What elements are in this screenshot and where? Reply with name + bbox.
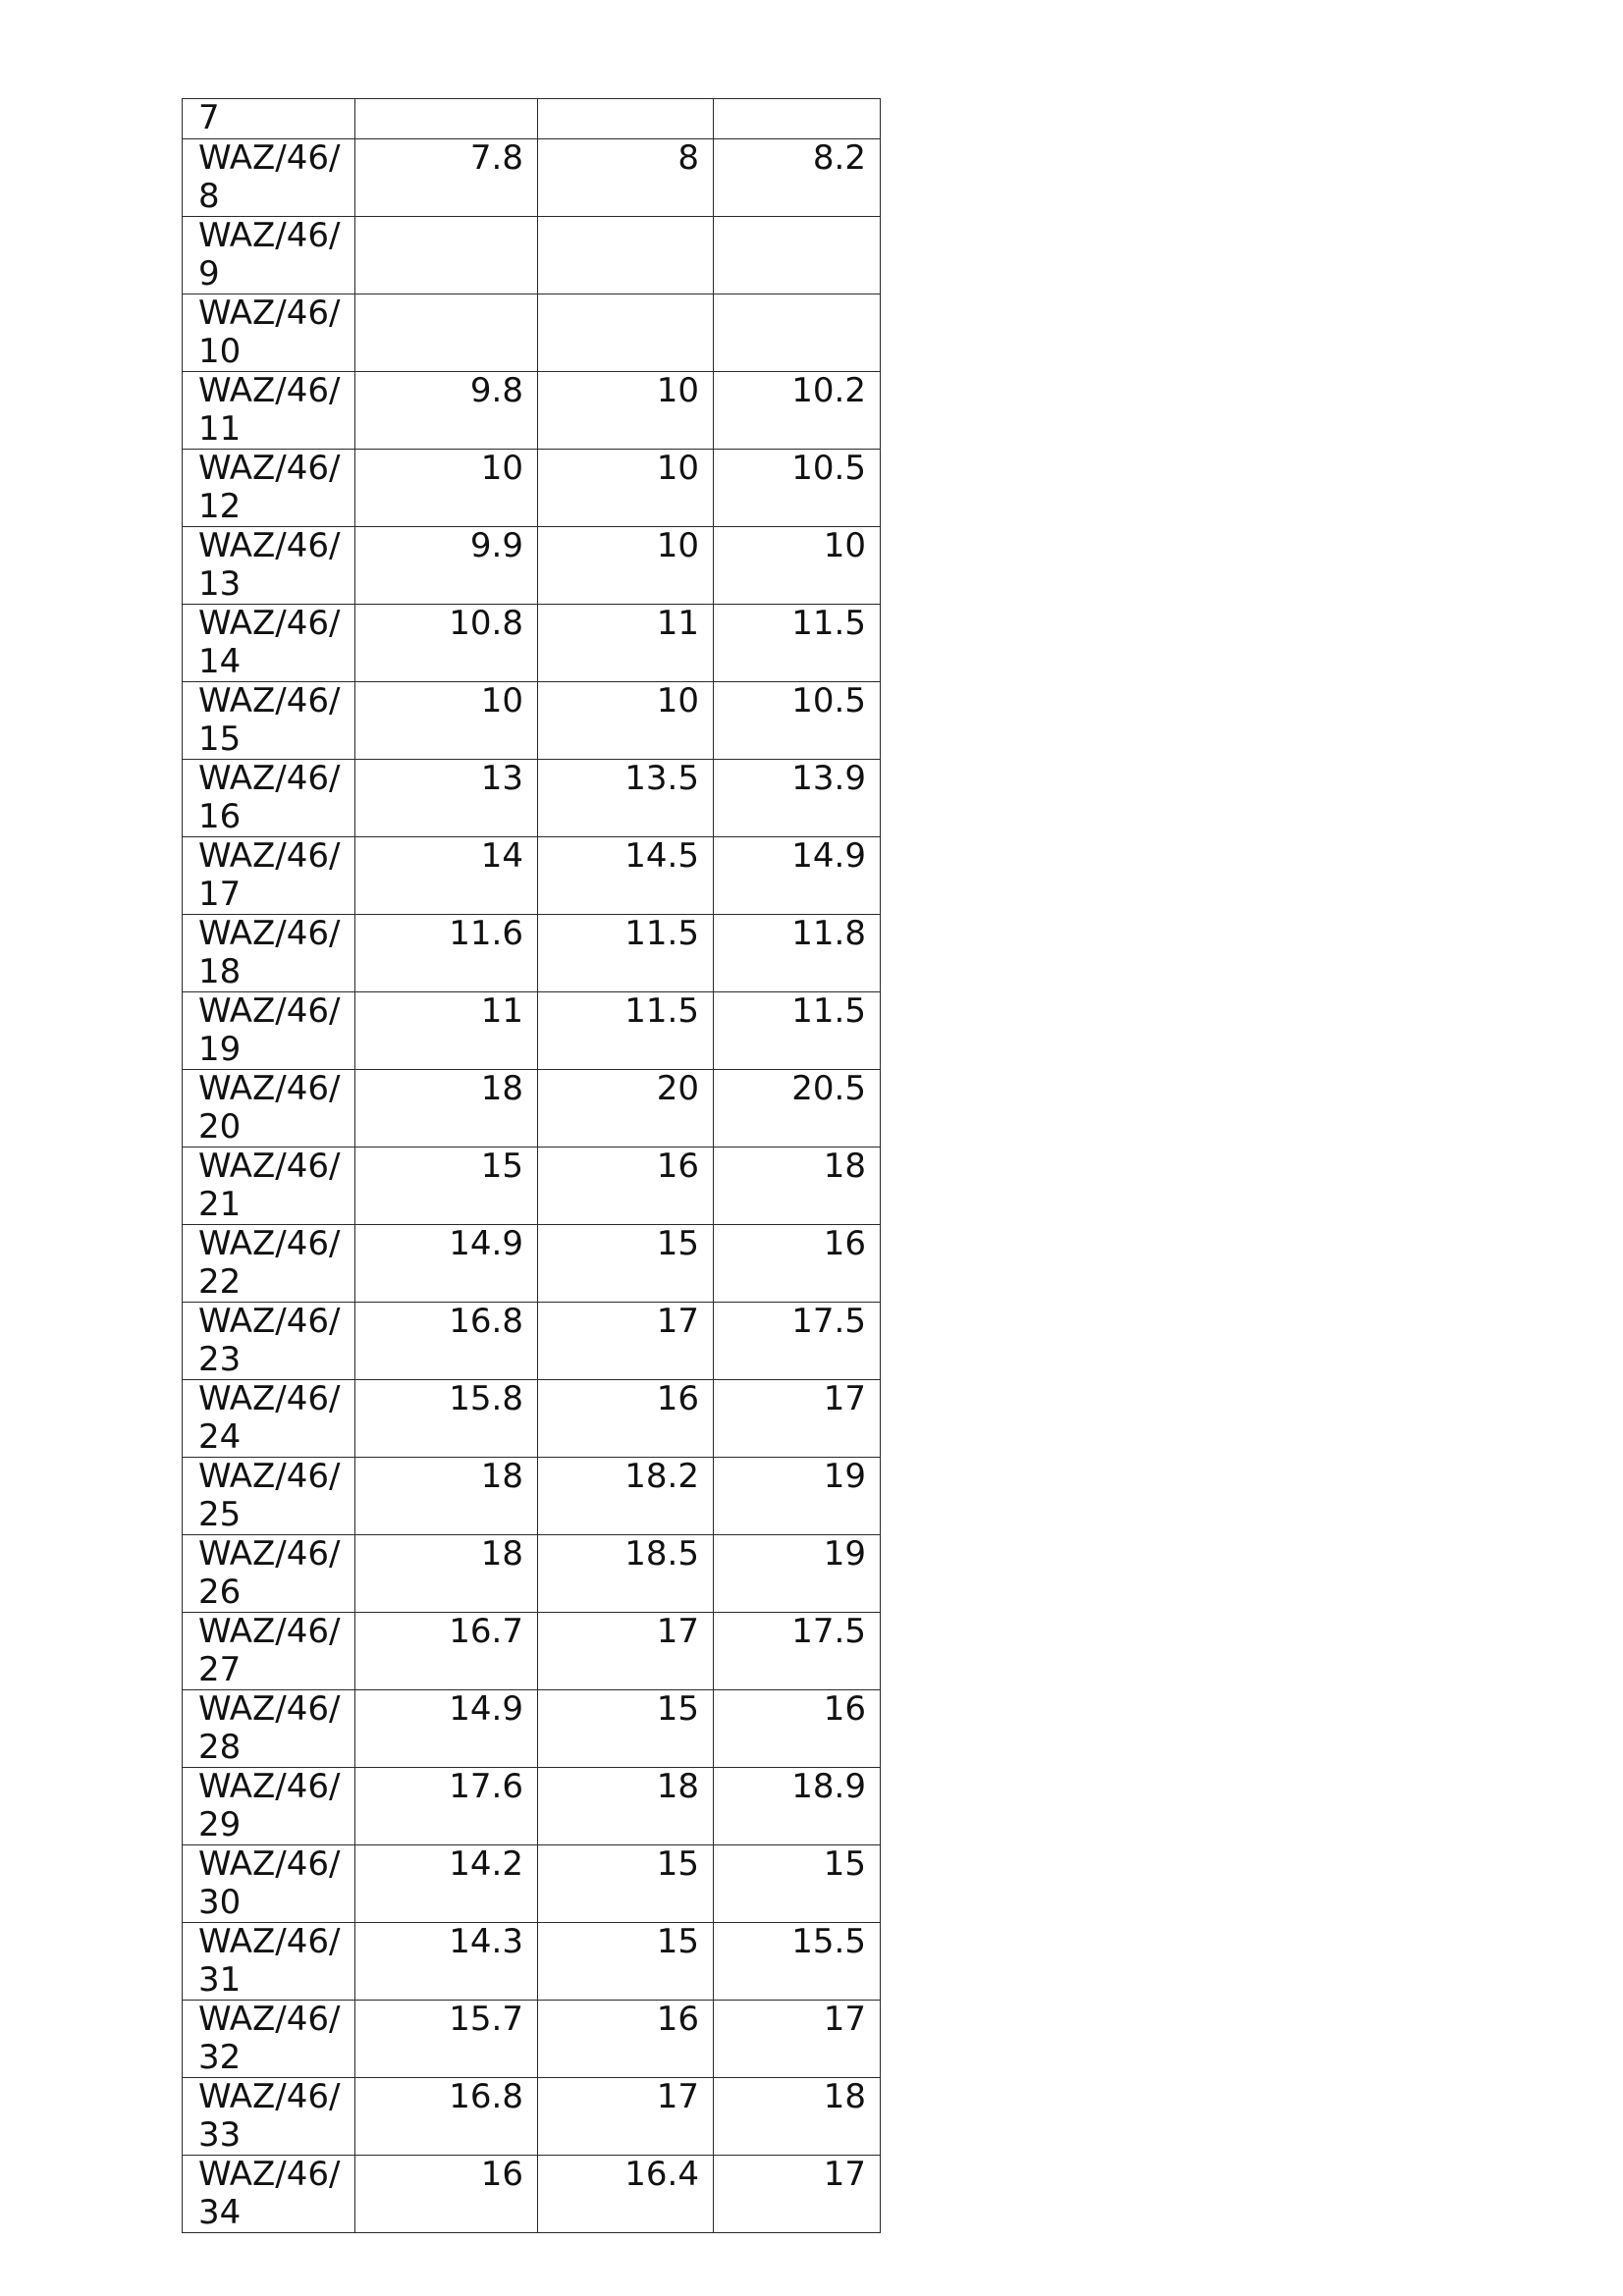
sample-id-cell: WAZ/46/ 24 (183, 1380, 355, 1458)
value-cell-1: 9.8 (355, 372, 538, 450)
value-cell-2: 15 (538, 1690, 714, 1768)
sample-id-cell: WAZ/46/ 12 (183, 450, 355, 527)
sample-id-cell: WAZ/46/ 13 (183, 527, 355, 605)
table-row (183, 99, 881, 139)
sample-id-cell: WAZ/46/ 34 (183, 2156, 355, 2233)
value-cell-3: 10 (714, 527, 881, 605)
value-cell-3: 15 (714, 1845, 881, 1923)
value-cell-1: 14.9 (355, 1690, 538, 1768)
value-cell-3: 17 (714, 2156, 881, 2233)
sample-id-cell: WAZ/46/ 11 (183, 372, 355, 450)
value-cell-3: 17.5 (714, 1303, 881, 1380)
sample-id-cell: WAZ/46/ 22 (183, 1225, 355, 1303)
table-row (183, 217, 881, 294)
table-row (183, 2078, 881, 2156)
value-cell-2: 16.4 (538, 2156, 714, 2233)
table-row (183, 1225, 881, 1303)
value-cell-1 (355, 217, 538, 294)
value-cell-3: 16 (714, 1225, 881, 1303)
sample-id-cell: WAZ/46/ 14 (183, 605, 355, 682)
value-cell-1: 14.9 (355, 1225, 538, 1303)
value-cell-1: 10 (355, 450, 538, 527)
table-row (183, 527, 881, 605)
value-cell-2 (538, 294, 714, 372)
table-row (183, 682, 881, 760)
value-cell-1 (355, 294, 538, 372)
sample-id-cell: WAZ/46/ 8 (183, 139, 355, 217)
table-row (183, 294, 881, 372)
value-cell-3: 16 (714, 1690, 881, 1768)
value-cell-2: 20 (538, 1070, 714, 1148)
value-cell-1: 16.8 (355, 2078, 538, 2156)
sample-id-cell: WAZ/46/ 16 (183, 760, 355, 837)
value-cell-3: 13.9 (714, 760, 881, 837)
value-cell-2: 14.5 (538, 837, 714, 915)
value-cell-2: 15 (538, 1225, 714, 1303)
sample-id-cell: WAZ/46/ 9 (183, 217, 355, 294)
value-cell-2 (538, 217, 714, 294)
table-row (183, 1380, 881, 1458)
value-cell-3 (714, 217, 881, 294)
value-cell-1: 18 (355, 1458, 538, 1535)
value-cell-1: 11.6 (355, 915, 538, 992)
table-body (183, 99, 881, 2233)
table-row (183, 605, 881, 682)
value-cell-2: 10 (538, 682, 714, 760)
sample-id-cell: WAZ/46/ 15 (183, 682, 355, 760)
sample-id-cell: WAZ/46/ 32 (183, 2001, 355, 2078)
value-cell-2: 16 (538, 1380, 714, 1458)
value-cell-3 (714, 294, 881, 372)
value-cell-2: 18.2 (538, 1458, 714, 1535)
table-row (183, 837, 881, 915)
table-row (183, 139, 881, 217)
value-cell-3: 10.5 (714, 450, 881, 527)
value-cell-3: 11.8 (714, 915, 881, 992)
value-cell-3: 14.9 (714, 837, 881, 915)
sample-id-cell: WAZ/46/ 31 (183, 1923, 355, 2001)
value-cell-3: 10.5 (714, 682, 881, 760)
value-cell-2: 17 (538, 2078, 714, 2156)
value-cell-3: 19 (714, 1458, 881, 1535)
sample-id-cell: WAZ/46/ 10 (183, 294, 355, 372)
sample-id-cell: WAZ/46/ 23 (183, 1303, 355, 1380)
value-cell-2: 11 (538, 605, 714, 682)
table-row (183, 1613, 881, 1690)
value-cell-1: 18 (355, 1070, 538, 1148)
value-cell-2: 15 (538, 1845, 714, 1923)
value-cell-1: 15.7 (355, 2001, 538, 2078)
table-row (183, 2156, 881, 2233)
value-cell-2 (538, 99, 714, 139)
value-cell-1: 15.8 (355, 1380, 538, 1458)
value-cell-2: 10 (538, 527, 714, 605)
value-cell-2: 11.5 (538, 915, 714, 992)
value-cell-3: 18.9 (714, 1768, 881, 1845)
value-cell-2: 15 (538, 1923, 714, 2001)
table-row (183, 992, 881, 1070)
table-row (183, 1303, 881, 1380)
value-cell-1: 17.6 (355, 1768, 538, 1845)
value-cell-2: 17 (538, 1303, 714, 1380)
sample-id-cell: WAZ/46/ 29 (183, 1768, 355, 1845)
value-cell-1: 9.9 (355, 527, 538, 605)
sample-id-cell: WAZ/46/ 25 (183, 1458, 355, 1535)
value-cell-1: 11 (355, 992, 538, 1070)
value-cell-2: 18 (538, 1768, 714, 1845)
sample-id-cell: WAZ/46/ 28 (183, 1690, 355, 1768)
value-cell-3: 17 (714, 2001, 881, 2078)
value-cell-2: 16 (538, 2001, 714, 2078)
sample-id-cell: WAZ/46/ 17 (183, 837, 355, 915)
value-cell-1: 16 (355, 2156, 538, 2233)
value-cell-1: 10 (355, 682, 538, 760)
value-cell-1: 14.3 (355, 1923, 538, 2001)
table-row (183, 1923, 881, 2001)
value-cell-2: 16 (538, 1148, 714, 1225)
value-cell-1: 10.8 (355, 605, 538, 682)
table-row (183, 1845, 881, 1923)
value-cell-3: 17.5 (714, 1613, 881, 1690)
value-cell-2: 13.5 (538, 760, 714, 837)
value-cell-3: 10.2 (714, 372, 881, 450)
table-row (183, 1535, 881, 1613)
value-cell-1: 16.8 (355, 1303, 538, 1380)
value-cell-1: 14.2 (355, 1845, 538, 1923)
sample-id-cell: WAZ/46/ 33 (183, 2078, 355, 2156)
value-cell-3: 20.5 (714, 1070, 881, 1148)
value-cell-2: 10 (538, 372, 714, 450)
value-cell-3 (714, 99, 881, 139)
value-cell-2: 11.5 (538, 992, 714, 1070)
value-cell-3: 15.5 (714, 1923, 881, 2001)
sample-id-cell: WAZ/46/ 30 (183, 1845, 355, 1923)
value-cell-3: 8.2 (714, 139, 881, 217)
value-cell-1: 15 (355, 1148, 538, 1225)
value-cell-2: 10 (538, 450, 714, 527)
value-cell-2: 18.5 (538, 1535, 714, 1613)
table-row (183, 915, 881, 992)
table-row (183, 1690, 881, 1768)
table-row (183, 450, 881, 527)
data-table (182, 98, 881, 2233)
table-row (183, 760, 881, 837)
value-cell-1: 14 (355, 837, 538, 915)
sample-id-cell: WAZ/46/ 21 (183, 1148, 355, 1225)
table-row (183, 1768, 881, 1845)
value-cell-1: 7.8 (355, 139, 538, 217)
value-cell-3: 18 (714, 1148, 881, 1225)
table-row (183, 372, 881, 450)
value-cell-3: 18 (714, 2078, 881, 2156)
value-cell-3: 11.5 (714, 605, 881, 682)
value-cell-2: 8 (538, 139, 714, 217)
sample-id-cell: WAZ/46/ 19 (183, 992, 355, 1070)
value-cell-3: 11.5 (714, 992, 881, 1070)
value-cell-1 (355, 99, 538, 139)
sample-id-cell: 7 (183, 99, 355, 139)
value-cell-1: 16.7 (355, 1613, 538, 1690)
value-cell-3: 17 (714, 1380, 881, 1458)
value-cell-1: 18 (355, 1535, 538, 1613)
table-row (183, 1458, 881, 1535)
value-cell-3: 19 (714, 1535, 881, 1613)
table-row (183, 1070, 881, 1148)
table-row (183, 2001, 881, 2078)
table-row (183, 1148, 881, 1225)
sample-id-cell: WAZ/46/ 27 (183, 1613, 355, 1690)
sample-id-cell: WAZ/46/ 20 (183, 1070, 355, 1148)
sample-id-cell: WAZ/46/ 18 (183, 915, 355, 992)
sample-id-cell: WAZ/46/ 26 (183, 1535, 355, 1613)
value-cell-1: 13 (355, 760, 538, 837)
value-cell-2: 17 (538, 1613, 714, 1690)
